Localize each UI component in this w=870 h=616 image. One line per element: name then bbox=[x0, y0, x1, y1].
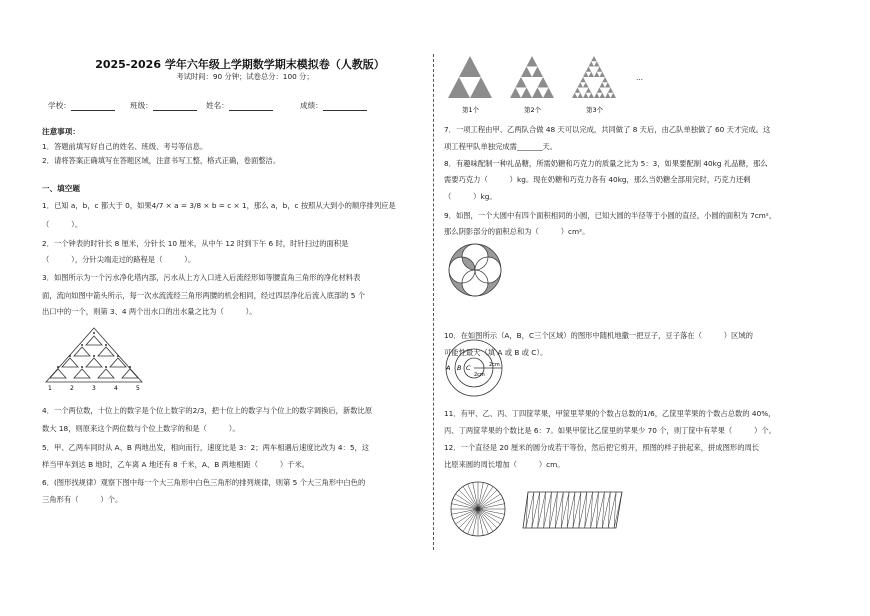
class-label: 班级： bbox=[130, 101, 153, 110]
outlet-label: 3 bbox=[92, 385, 96, 392]
notes-heading: 注意事项： bbox=[42, 127, 80, 136]
question-line: 丙、丁两筐苹果的个数比是 6：7。如果甲筐比乙筐里的苹果少 70 个，则丁筐中有苹果（ ）个。 bbox=[444, 426, 776, 435]
school-field[interactable] bbox=[48, 100, 115, 111]
sector-line bbox=[459, 509, 478, 528]
question-line: 4．一个两位数，十位上的数字是个位上数字的2/3，把十位上的数字与个位上的数字调换后，新数比原 bbox=[42, 406, 373, 415]
region-label: A bbox=[446, 364, 451, 372]
outlet-label: 2 bbox=[70, 385, 74, 392]
figure-label: 第1个 bbox=[462, 106, 480, 114]
question-line: 1．已知 a，b，c 都大于 0，如果4/7 × a = 3/8 × b = c × 1，那么 a，b，c 按照从大到小的顺序排列应是 bbox=[42, 201, 396, 210]
column-divider bbox=[433, 54, 434, 550]
note-item: 1．答题前填写好自己的姓名、班级、考号等信息。 bbox=[42, 142, 208, 151]
question-line: 10．在如图所示（A，B，C三个区域）的图形中随机地撒一把豆子，豆子落在（ ）区域的 bbox=[444, 331, 753, 340]
school-label: 学校： bbox=[48, 101, 71, 110]
question-line: 数大 18，则原来这个两位数与个位上数字的和是（ ）。 bbox=[42, 424, 240, 433]
zigzag-line bbox=[526, 492, 622, 528]
question-line: 8．有趣味配制一种礼品糖，所需奶糖和巧克力的质量之比为 5：3，如果要配制 40kg 礼品糖，那么 bbox=[444, 159, 768, 168]
region-label: C bbox=[466, 364, 471, 372]
question-line: 面，流向如图中箭头所示，每一次水流流经三角形两腰的机会相同，经过四层净化后流入底部的 5 个 bbox=[42, 291, 366, 300]
question-line: 样当甲车到达 B 地时，乙车离 A 地还有 8 千米，A、B 两地相距（ ）千米。 bbox=[42, 460, 310, 469]
outlet-label: 5 bbox=[136, 385, 140, 392]
question-line: 项工程甲队单独完成需_______天。 bbox=[444, 142, 558, 151]
sectored-circle-figure bbox=[449, 480, 507, 538]
question-line: 11．有甲、乙、丙、丁四筐苹果，甲筐里苹果的个数占总数的1/6，乙筐里苹果的个数占总数的 40%， bbox=[444, 409, 776, 418]
question-line: 12．一个直径是 20 厘米的圆分成若干等份，然后把它剪开，照图的样子拼起来，拼成图形的周长 bbox=[444, 443, 760, 452]
region-label: B bbox=[457, 364, 462, 372]
question-line: 2．一个钟表的时针长 8 厘米，分针长 10 厘米，从中午 12 时到下午 6 时，时针扫过的面积是 bbox=[42, 239, 349, 248]
page-title: 2025-2026 学年六年级上学期数学期末模拟卷（人教版） bbox=[95, 58, 385, 71]
sector-line bbox=[478, 490, 497, 509]
four-circles-figure bbox=[447, 242, 503, 298]
question-line: 出口中的一个，则第 3、4 两个出水口的出水量之比为（ ）。 bbox=[42, 307, 257, 316]
sector-line bbox=[459, 490, 478, 509]
concentric-rings-figure bbox=[443, 337, 505, 399]
question-line: 可能性最大（填 A 或 B 或 C）。 bbox=[444, 348, 548, 357]
question-line: （ ），分针尖端走过的路程是（ ）。 bbox=[42, 255, 196, 264]
question-line: 5．甲、乙两车同时从 A、B 两地出发，相向而行，速度比是 3：2；两车相遇后速度比改为 4：5，这 bbox=[42, 443, 370, 452]
question-line: 三角形有（ ）个。 bbox=[42, 495, 123, 504]
question-line: 6．(图形找规律）观察下图中每一个大三角形中白色三角形的排列规律，则第 5 个大三角形中白色的 bbox=[42, 478, 366, 487]
name-field[interactable] bbox=[206, 100, 273, 111]
score-field[interactable] bbox=[300, 100, 367, 111]
figure-label: 第3个 bbox=[586, 106, 604, 114]
dimension-label: 2cm bbox=[489, 362, 500, 368]
section-heading: 一、填空题 bbox=[42, 184, 80, 193]
question-line: 那么阴影部分的面积总和为（ ）cm²。 bbox=[444, 227, 590, 236]
sierpinski-figures bbox=[446, 54, 646, 118]
question-line: （ ）。 bbox=[42, 220, 83, 229]
question-line: 3．如图所示为一个污水净化塔内部，污水从上方入口进入后流经形如等腰直角三角形的净化材料表 bbox=[42, 273, 361, 282]
question-line: 9．如图，一个大圆中有四个面积相同的小圆，已知大圆的半径等于小圆的直径，小圆的面积为 7cm²， bbox=[444, 211, 777, 220]
ellipsis: … bbox=[636, 74, 643, 82]
exam-subtitle: 考试时间：90 分钟；试卷总分：100 分； bbox=[176, 72, 314, 81]
outlet-label: 4 bbox=[114, 385, 118, 392]
question-line: 7．一项工程由甲、乙两队合做 48 天可以完成，共同做了 8 天后，由乙队单独做了 60 天才完成。这 bbox=[444, 125, 771, 134]
score-label: 成绩： bbox=[300, 101, 323, 110]
question-line: （ ）kg。 bbox=[444, 192, 497, 201]
class-field[interactable] bbox=[130, 100, 197, 111]
name-label: 姓名： bbox=[206, 101, 229, 110]
outlet-label: 1 bbox=[48, 385, 52, 392]
figure-label: 第2个 bbox=[524, 106, 542, 114]
purification-tower-figure bbox=[44, 326, 154, 390]
sector-line bbox=[478, 509, 497, 528]
rearranged-sectors-figure bbox=[526, 490, 624, 532]
question-line: 比原来圆的周长增加（ ）cm。 bbox=[444, 460, 565, 469]
dimension-label: 2cm bbox=[474, 372, 485, 378]
note-item: 2．请将答案正确填写在答题区域，注意书写工整，格式正确，卷面整洁。 bbox=[42, 156, 281, 165]
question-line: 需要巧克力（ ）kg。现在奶糖和巧克力各有 40kg，那么当奶糖全部用完时，巧克力还剩 bbox=[444, 175, 751, 184]
